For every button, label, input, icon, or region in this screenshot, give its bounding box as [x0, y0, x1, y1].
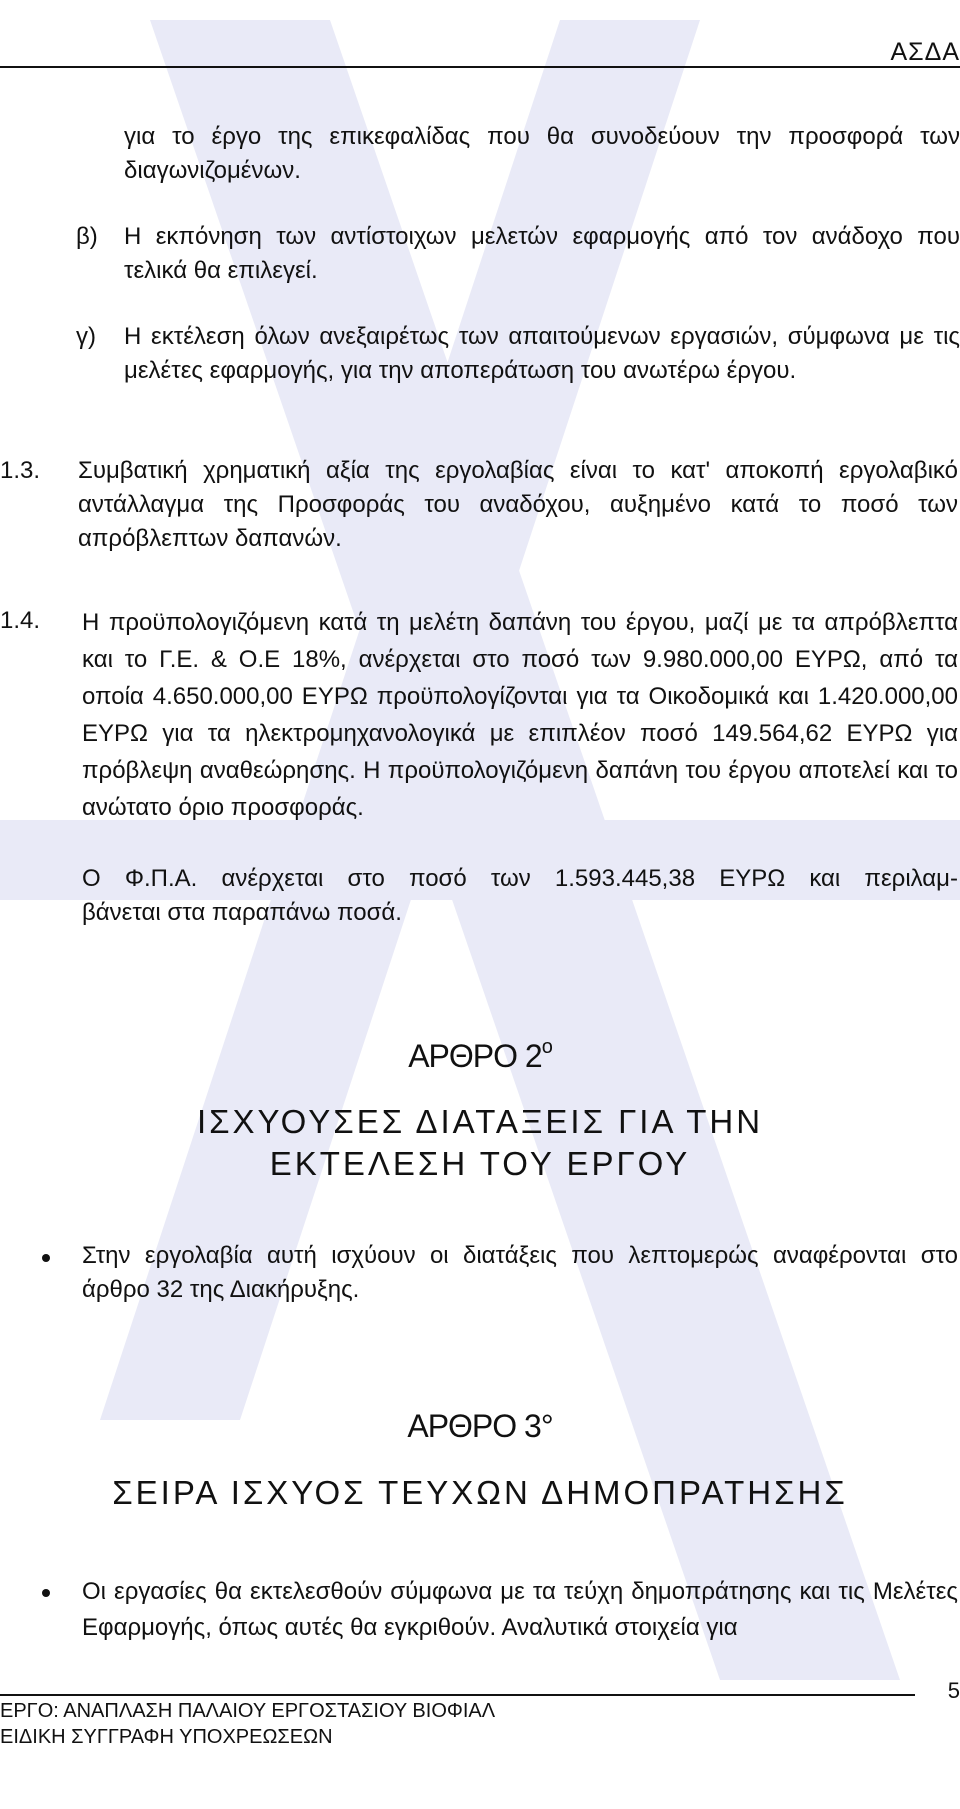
footer-rule: [0, 1694, 915, 1696]
bullet-icon: [42, 1254, 50, 1262]
continuation-paragraph: για το έργο της επικεφαλίδας που θα συνοδεύουν την προσφορά των διαγωνιζομένων.: [124, 123, 960, 184]
item-b-text: Η εκπόνηση των αντίστοιχων μελετών εφαρμογής από τον ανάδοχο που τελικά θα επιλεγεί.: [124, 223, 960, 284]
fpa-line-1: Ο Φ.Π.Α. ανέρχεται στο ποσό των 1.593.445,38 ΕΥΡΩ και περιλαμ-: [82, 865, 958, 892]
article-2-subtitle-1: ΙΣΧΥΟΥΣΕΣ ΔΙΑΤΑΞΕΙΣ ΓΙΑ ΤΗΝ: [196, 1103, 764, 1140]
section-1-4-text: Η προϋπολογιζόμενη κατά τη μελέτη δαπάνη του έργου, μαζί με τα απρόβλεπτα και το Γ.Ε. & Ο.Ε 18%, ανέρχεται στο ποσό των 9.980.000,00 ΕΥΡΩ, από τα οποία 4.650.000,00 ΕΥΡΩ προϋπολογίζονται για τα Οικοδομικά και 1.420.000,00 ΕΥΡΩ για τα ηλεκτρομηχανολογικά με επιπλέον ποσό 149.564,62 ΕΥΡΩ για πρόβλεψη αναθεώρησης. Η προϋπολογιζόμενη δαπάνη του έργου αποτελεί και το ανώτατο όριο προσφοράς.: [82, 609, 958, 821]
section-1-4-number: 1.4.: [0, 607, 41, 634]
footer-document-line: ΕΙΔΙΚΗ ΣΥΓΓΡΑΦΗ ΥΠΟΧΡΕΩΣΕΩΝ: [0, 1726, 333, 1748]
header-code: ΑΣΔΑ: [890, 38, 960, 66]
article-2-title-superscript: ο: [541, 1036, 552, 1058]
item-c-text: Η εκτέλεση όλων ανεξαιρέτως των απαιτούμενων εργασιών, σύμφωνα με τις μελέτες εφαρμογής, για την αποπεράτωση του ανωτέρω έργου.: [124, 323, 960, 384]
article-2-title-text: ΑΡΘΡΟ 2: [408, 1038, 542, 1074]
item-c-marker: γ): [76, 323, 96, 350]
article-2-title: [0, 1036, 960, 1075]
item-b-marker: β): [76, 223, 98, 250]
article-2-bullet-text: Στην εργολαβία αυτή ισχύουν οι διατάξεις που λεπτομερώς αναφέρονται στο άρθρο 32 της Διακήρυξης.: [82, 1242, 958, 1303]
footer-project-line: ΕΡΓΟ: ΑΝΑΠΛΑΣΗ ΠΑΛΑΙΟΥ ΕΡΓΟΣΤΑΣΙΟΥ ΒΙΟΦΙΑΛ: [0, 1700, 496, 1722]
article-2-subtitle-2: ΕΚΤΕΛΕΣΗ ΤΟΥ ΕΡΓΟΥ: [269, 1145, 691, 1182]
header-rule: [0, 66, 960, 68]
section-1-3-text: Συμβατική χρηματική αξία της εργολαβίας είναι το κατ' αποκοπή εργολαβικό αντάλλαγμα της Προσφοράς του αναδόχου, αυξημένο κατά το ποσό των απρόβλεπτων δαπανών.: [78, 457, 958, 552]
page-number: 5: [947, 1678, 960, 1703]
fpa-line-2: βάνεται στα παραπάνω ποσά.: [82, 899, 402, 926]
article-3-bullet-text: Οι εργασίες θα εκτελεσθούν σύμφωνα με τα τεύχη δημοπράτησης και τις Μελέτες Εφαρμογής, όπως αυτές θα εγκριθούν. Αναλυτικά στοιχεία για: [82, 1578, 958, 1641]
article-3-title: ΑΡΘΡΟ 3°: [407, 1408, 553, 1444]
article-3-subtitle: ΣΕΙΡΑ ΙΣΧΥΟΣ ΤΕΥΧΩΝ ΔΗΜΟΠΡΑΤΗΣΗΣ: [112, 1474, 848, 1511]
bullet-icon: [42, 1589, 50, 1597]
section-1-3-number: 1.3.: [0, 457, 41, 484]
